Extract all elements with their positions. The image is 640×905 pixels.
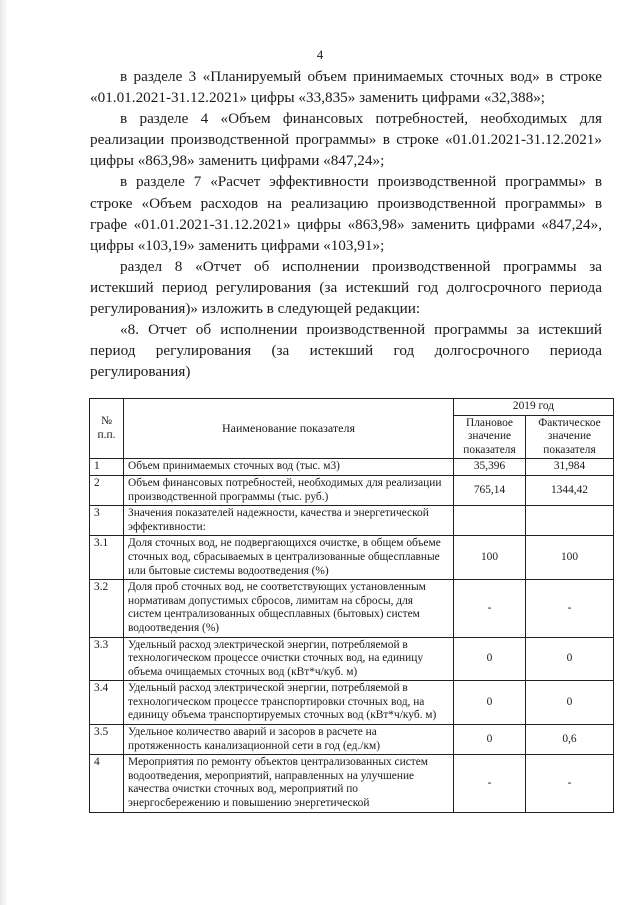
row-name: Значения показателей надежности, качества и энергетической эффективности: (124, 506, 454, 536)
header-fact: Фактическое значение показателя (526, 415, 614, 459)
document-body (90, 66, 602, 382)
row-num: 3.4 (90, 681, 124, 725)
header-year: 2019 год (454, 399, 614, 416)
row-plan: 0 (454, 725, 526, 755)
table-row (90, 681, 614, 725)
row-plan: - (454, 580, 526, 637)
table-row (90, 580, 614, 637)
row-num: 3.2 (90, 580, 124, 637)
paragraph-section-8-title: «8. Отчет об исполнении производственной программы за истекший период регулирования (за истекший год долгосрочного периода регулирования) (90, 321, 602, 381)
row-plan (454, 506, 526, 536)
table-row (90, 475, 614, 505)
row-num: 1 (90, 459, 124, 476)
header-plan: Плановое значение показателя (454, 415, 526, 459)
paragraph-section-3: в разделе 3 «Планируемый объем принимаемых сточных вод» в строке «01.01.2021-31.12.2021» цифры «33,835» заменить цифрами «32,388»; (90, 68, 602, 107)
row-name: Объем финансовых потребностей, необходимых для реализации производственной программы (тыс. руб.) (124, 475, 454, 505)
row-fact: 0,6 (526, 725, 614, 755)
row-name: Доля проб сточных вод, не соответствующих установленным нормативам допустимых сбросов, лимитам на сбросы, для систем централизованных общесплавных (бытовых) систем водоотведения (%) (124, 580, 454, 637)
row-fact: 100 (526, 536, 614, 580)
row-fact: - (526, 580, 614, 637)
table-row (90, 506, 614, 536)
paragraph-section-4: в разделе 4 «Объем финансовых потребностей, необходимых для реализации производственной программы» в строке «01.01.2021-31.12.2021» цифры «863,98» заменить цифрами «847,24»; (90, 110, 602, 170)
row-num: 3.5 (90, 725, 124, 755)
scan-edge (0, 0, 8, 905)
paragraph-section-8: раздел 8 «Отчет об исполнении производственной программы за истекший период регулирования (за истекший год долгосрочного периода регулирования)» изложить в следующей редакции: (90, 257, 602, 318)
row-name: Удельное количество аварий и засоров в расчете на протяженность канализационной сети в год (ед./км) (124, 725, 454, 755)
table-row (90, 725, 614, 755)
row-num: 3.3 (90, 637, 124, 681)
row-plan: - (454, 755, 526, 812)
row-plan: 0 (454, 637, 526, 681)
row-num: 4 (90, 755, 124, 812)
row-num: 2 (90, 475, 124, 505)
row-fact: 31,984 (526, 459, 614, 476)
row-plan: 0 (454, 681, 526, 725)
row-name: Объем принимаемых сточных вод (тыс. м3) (124, 459, 454, 476)
paragraph-section-7: в разделе 7 «Расчет эффективности производственной программы» в строке «Объем расходов на реализацию производственной программы» в графе «01.01.2021-31.12.2021» цифры «863,98» заменить цифрами «847,24», цифры «103,19» заменить цифрами «103,91»; (90, 173, 602, 254)
row-num: 3 (90, 506, 124, 536)
row-fact: 0 (526, 681, 614, 725)
page-number: 4 (316, 47, 324, 62)
row-fact (526, 506, 614, 536)
header-name: Наименование показателя (124, 399, 454, 459)
row-name: Доля сточных вод, не подвергающихся очистке, в общем объеме сточных вод, сбрасываемых в централизованные общесплавные или бытовые системы водоотведения (%) (124, 536, 454, 580)
row-plan: 100 (454, 536, 526, 580)
header-num: № п.п. (90, 399, 124, 459)
table-row (90, 536, 614, 580)
row-num: 3.1 (90, 536, 124, 580)
row-fact: 0 (526, 637, 614, 681)
table-row (90, 637, 614, 681)
row-name: Удельный расход электрической энергии, потребляемой в технологическом процессе очистки сточных вод, на единицу объема очищаемых сточных вод (кВт*ч/куб. м) (124, 637, 454, 681)
row-name: Мероприятия по ремонту объектов централизованных систем водоотведения, мероприятий, направленных на улучшение качества очистки сточных вод, мероприятий по энергосбережению и повышению энергетической (124, 755, 454, 812)
table-row (90, 459, 614, 476)
report-table (89, 398, 614, 813)
row-fact: - (526, 755, 614, 812)
table-row (90, 755, 614, 812)
row-plan: 765,14 (454, 475, 526, 505)
row-fact: 1344,42 (526, 475, 614, 505)
table-header-row (90, 399, 614, 416)
row-name: Удельный расход электрической энергии, потребляемой в технологическом процессе транспортировки сточных вод, на единицу объема транспортируемых сточных вод (кВт*ч/куб. м) (124, 681, 454, 725)
row-plan: 35,396 (454, 459, 526, 476)
